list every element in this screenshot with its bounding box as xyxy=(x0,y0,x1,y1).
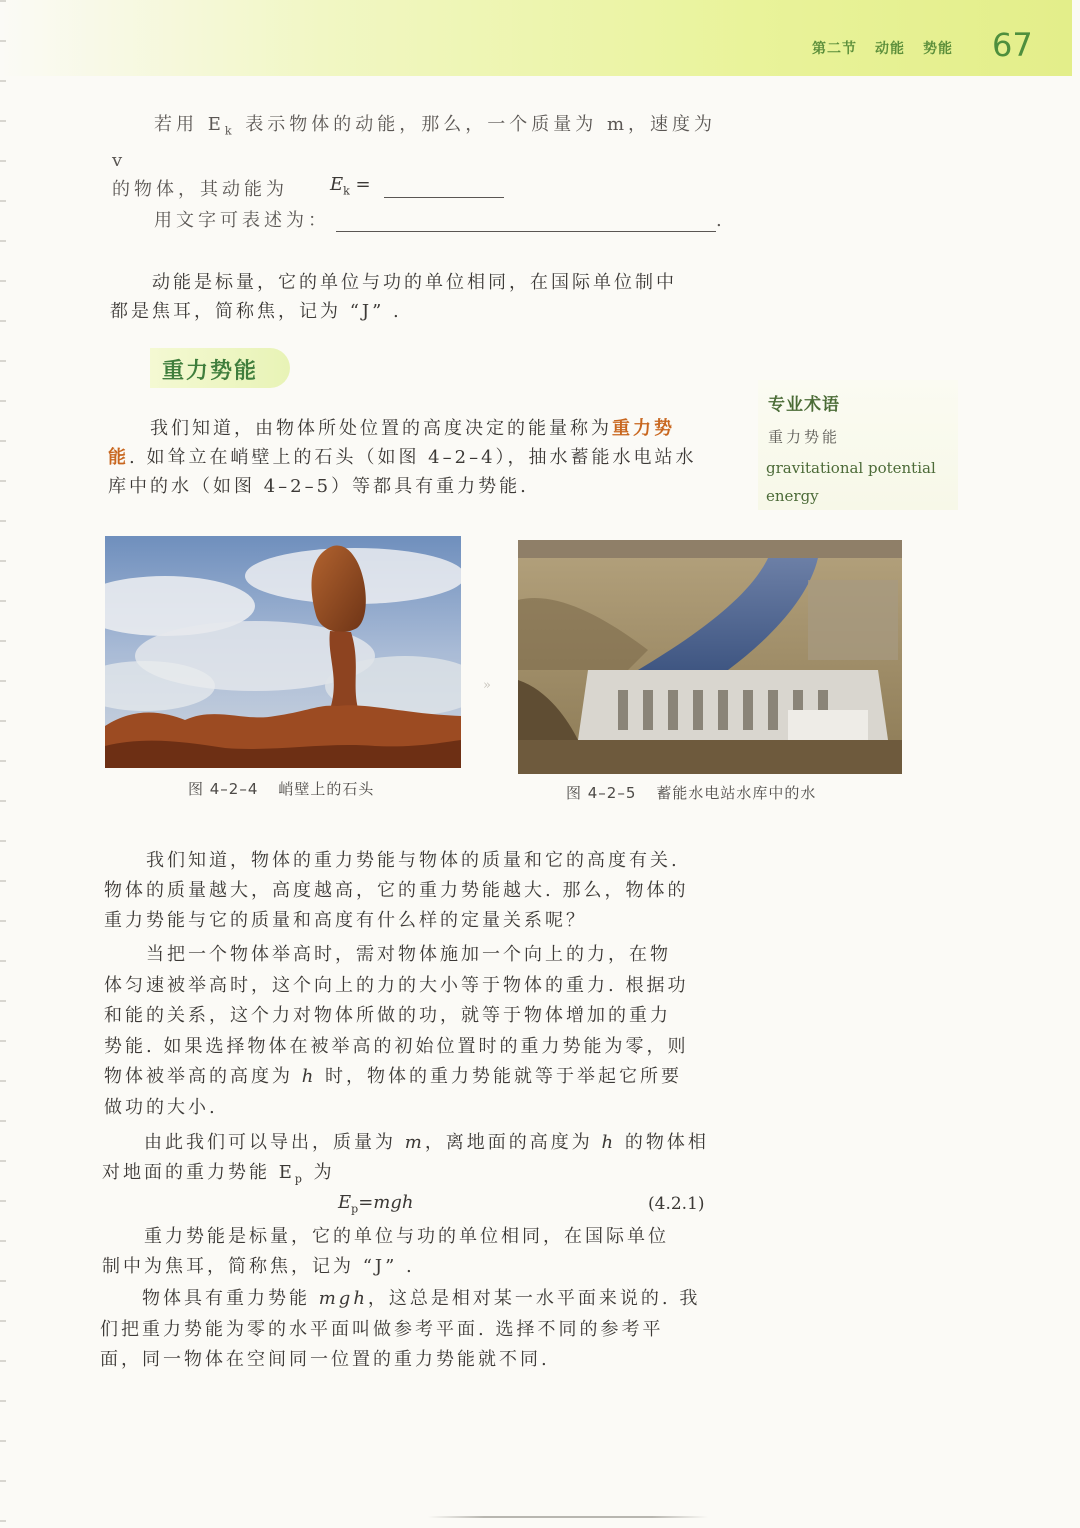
fill-in-blank-formula[interactable] xyxy=(384,177,504,198)
para2-line2: 都是焦耳，简称焦，记为 “J” . xyxy=(110,301,402,322)
bottom-divider xyxy=(428,1516,708,1518)
para8-mgh: mgh xyxy=(318,1288,368,1309)
para3-line3: 库中的水（如图 4–2–5）等都具有重力势能. xyxy=(108,476,529,497)
para6-sub: p xyxy=(294,1172,305,1186)
para5-line6: 做功的大小. xyxy=(104,1096,218,1118)
para1-text-c: 的物体，其动能为 xyxy=(112,178,288,200)
figure-number-4-2-4: 图 4–2–4 xyxy=(188,780,259,798)
para5-h: h xyxy=(301,1066,317,1087)
figure-number-4-2-5: 图 4–2–5 xyxy=(566,784,637,802)
formula-ep-rhs: =mgh xyxy=(358,1192,414,1213)
formula-ep-lhs: E xyxy=(338,1192,352,1213)
formula-ek-eq: = xyxy=(349,174,371,195)
para1-text-a: 若用 E xyxy=(154,114,225,135)
para1-text-b: 表示物体的动能，那么，一个质量为 m，速度为 v xyxy=(112,114,717,171)
para5-line5b: 时，物体的重力势能就等于举起它所要 xyxy=(316,1066,683,1087)
para8-line3: 面，同一物体在空间同一位置的重力势能就不同. xyxy=(100,1349,550,1370)
glossary-term-chinese: 重力势能 xyxy=(768,428,841,446)
para8-line2: 们把重力势能为零的水平面叫做参考平面. 选择不同的参考平 xyxy=(100,1318,664,1340)
para5-line5a: 物体被举高的高度为 xyxy=(104,1066,302,1087)
para4-line3: 重力势能与它的质量和高度有什么样的定量关系呢？ xyxy=(104,910,587,931)
paragraph-kinetic-energy-unit xyxy=(110,268,730,326)
glossary-title: 专业术语 xyxy=(768,395,840,415)
fill-in-blank-words[interactable] xyxy=(336,211,716,232)
paragraph-gpe-unit xyxy=(102,1222,726,1282)
figure-caption-4-2-5 xyxy=(566,782,816,803)
para6-line1a: 由此我们可以导出，质量为 xyxy=(144,1132,405,1153)
paragraph-gravitational-potential-definition xyxy=(108,414,732,501)
glossary-term-english: gravitational potential energy xyxy=(766,459,936,505)
words-description-label: 用文字可表述为： xyxy=(154,210,330,231)
words-description-end: . xyxy=(716,210,726,231)
para5-line4: 势能. 如果选择物体在被举高的初始位置时的重力势能为零，则 xyxy=(104,1035,689,1057)
page-binding-edge xyxy=(0,0,6,1528)
page-number: 67 xyxy=(992,26,1033,64)
paragraph-derivation xyxy=(102,1128,726,1195)
glossary-box xyxy=(758,380,958,510)
paragraph-quantitative-question xyxy=(104,846,728,936)
paragraph-lifting-work xyxy=(104,940,728,1123)
words-description-line xyxy=(154,206,726,232)
figure-balanced-rock xyxy=(105,536,461,768)
para8-line1a: 物体具有重力势能 xyxy=(142,1288,319,1309)
balanced-rock-illustration xyxy=(105,536,461,768)
para6-h: h xyxy=(601,1132,617,1153)
para5-line1: 当把一个物体举高时，需对物体施加一个向上的力，在物 xyxy=(146,944,671,965)
para6-line1c: 的物体相 xyxy=(616,1132,709,1153)
para7-line1: 重力势能是标量，它的单位与功的单位相同，在国际单位 xyxy=(144,1226,669,1247)
header-section-potential: 势能 xyxy=(923,41,953,57)
figure-caption-text-4-2-5: 蓄能水电站水库中的水 xyxy=(656,784,817,802)
formula-gravitational-potential-energy xyxy=(338,1192,413,1216)
paragraph-reference-plane xyxy=(100,1284,728,1376)
para7-line2: 制中为焦耳，简称焦，记为 “J” . xyxy=(102,1256,415,1277)
para8-line1b: ，这总是相对某一水平面来说的. 我 xyxy=(367,1288,701,1309)
hydro-station-illustration xyxy=(518,540,902,774)
section-heading-title: 重力势能 xyxy=(162,359,259,384)
para2-line1: 动能是标量，它的单位与功的单位相同，在国际单位制中 xyxy=(152,272,677,293)
term-highlight-b: 能 xyxy=(108,447,129,468)
formula-kinetic-energy-blank xyxy=(330,174,504,198)
para6-line1b: ，离地面的高度为 xyxy=(424,1132,602,1153)
equation-number: (4.2.1) xyxy=(648,1194,705,1214)
header-band xyxy=(0,0,1072,76)
para5-line2: 体匀速被举高时，这个向上的力的大小等于物体的重力. 根据功 xyxy=(104,974,689,996)
scan-artifact-mark: » xyxy=(483,678,491,693)
para5-line3: 和能的关系，这个力对物体所做的功，就等于物体增加的重力 xyxy=(104,1005,671,1026)
header-section-title xyxy=(812,38,971,58)
section-heading xyxy=(150,348,290,388)
formula-ek-sub: k xyxy=(343,184,350,198)
para4-line2: 物体的质量越大，高度越高，它的重力势能越大. 那么，物体的 xyxy=(104,880,689,901)
formula-ek-lhs: E xyxy=(330,174,344,195)
figure-caption-text-4-2-4: 峭壁上的石头 xyxy=(278,780,375,798)
para1-subscript: k xyxy=(224,124,236,138)
figure-caption-4-2-4 xyxy=(188,778,374,799)
para6-line2a: 对地面的重力势能 E xyxy=(102,1162,295,1183)
header-section-number: 第二节 xyxy=(812,41,857,57)
para3-line2: . 如耸立在峭壁上的石头（如图 4–2–4），抽水蓄能水电站水 xyxy=(129,447,697,468)
para4-line1: 我们知道，物体的重力势能与物体的质量和它的高度有关. xyxy=(146,850,680,871)
header-section-kinetic: 动能 xyxy=(875,41,905,57)
formula-ep-sub: p xyxy=(351,1202,359,1216)
figure-pumped-storage-station xyxy=(518,540,902,774)
para6-m: m xyxy=(404,1132,425,1153)
para3-line1: 我们知道，由物体所处位置的高度决定的能量称为 xyxy=(150,418,612,439)
term-highlight-a: 重力势 xyxy=(612,418,675,439)
para6-line2b: 为 xyxy=(304,1162,335,1183)
